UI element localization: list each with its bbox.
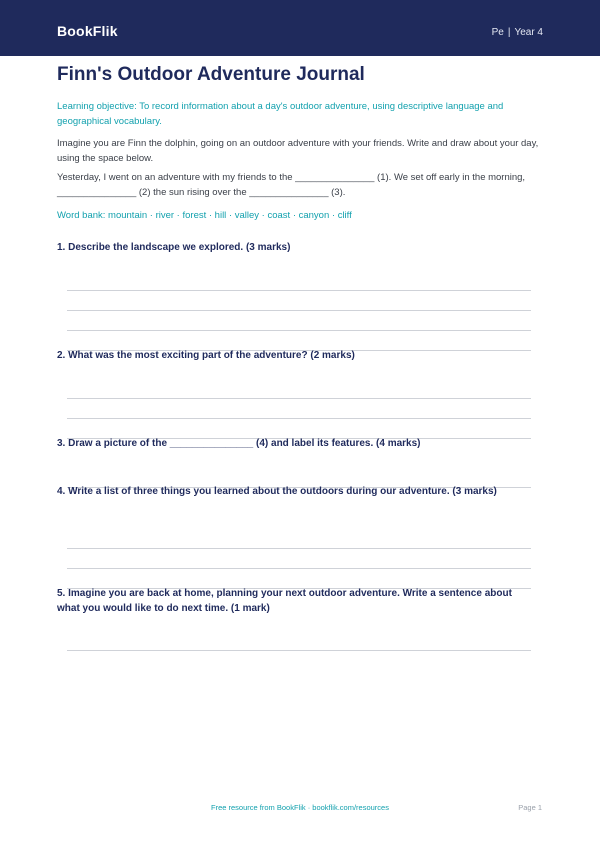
question-2: 2. What was the most exciting part of the adventure? (2 marks): [57, 350, 355, 361]
answer-line[interactable]: [67, 568, 531, 569]
cloze-text: Yesterday, I went on an adventure with my friends to the _______________ (1). We set off early in the morning, _______________ (2) the sun rising over the _______________ (3).: [57, 172, 526, 198]
learning-objective: Learning objective: To record information about a day's outdoor adventure, using descriptive language and geographical vocabulary.: [57, 101, 504, 127]
footer-link[interactable]: Free resource from BookFlik · bookflik.com/resources: [211, 803, 389, 812]
answer-line[interactable]: [67, 290, 531, 291]
header-bar: [0, 0, 600, 56]
answer-line[interactable]: [67, 548, 531, 549]
answer-line[interactable]: [67, 650, 531, 651]
question-5: 5. Imagine you are back at home, planning your next outdoor adventure. Write a sentence about what you would like to do next time. (1 mark): [57, 588, 512, 614]
subject-grade: [492, 27, 543, 38]
answer-line[interactable]: [67, 310, 531, 311]
question-4: 4. Write a list of three things you learned about the outdoors during our adventure. (3 marks): [57, 486, 497, 497]
answer-line[interactable]: [67, 398, 531, 399]
brand-logo[interactable]: BookFlik: [57, 23, 118, 39]
question-1: 1. Describe the landscape we explored. (3 marks): [57, 242, 291, 253]
intro-text: Imagine you are Finn the dolphin, going on an outdoor adventure with your friends. Write and draw about your day, using the space below.: [57, 138, 539, 164]
grade-label: Year 4: [514, 27, 543, 38]
word-bank: Word bank: mountain · river · forest · hill · valley · coast · canyon · cliff: [57, 210, 352, 221]
answer-line[interactable]: [67, 330, 531, 331]
page-title: Finn's Outdoor Adventure Journal: [57, 64, 365, 85]
question-3: 3. Draw a picture of the _______________ (4) and label its features. (4 marks): [57, 438, 421, 449]
separator: |: [507, 27, 511, 38]
page-number: Page 1: [518, 803, 542, 812]
answer-line[interactable]: [67, 418, 531, 419]
subject-label: Pe: [491, 27, 504, 38]
